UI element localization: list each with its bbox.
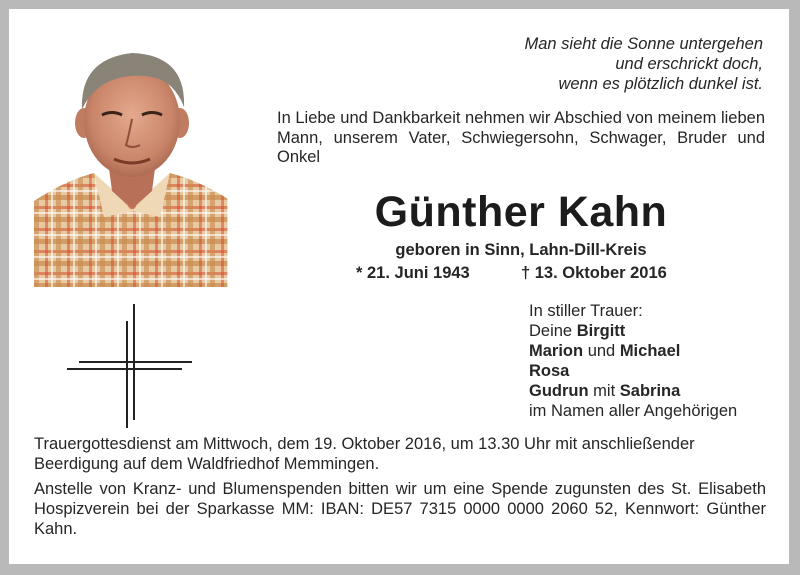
death-date: † 13. Oktober 2016 xyxy=(521,264,667,282)
quote-line-1: Man sieht die Sonne untergehen xyxy=(524,35,763,53)
mourner-line-3 xyxy=(529,361,769,381)
intro-text: In Liebe und Dankbarkeit nehmen wir Abschied von meinem lieben Mann, unserem Vater, Schwiegersohn, Schwager, Bruder und Onkel xyxy=(277,109,765,166)
obituary-card xyxy=(9,9,789,564)
mourner-name: Gudrun xyxy=(529,382,589,400)
mourner-name: Birgitt xyxy=(576,322,626,340)
cross-icon xyxy=(67,304,197,429)
quote xyxy=(429,34,763,94)
mourner-line-4 xyxy=(529,381,769,401)
mourners-header: In stiller Trauer: xyxy=(529,302,643,320)
mourner-name: Marion xyxy=(529,342,584,360)
life-dates xyxy=(356,264,696,283)
mourner-prefix: Deine xyxy=(529,322,573,340)
mourner-name: Michael xyxy=(619,342,681,360)
birthplace: geboren in Sinn, Lahn-Dill-Kreis xyxy=(395,241,647,259)
service-info: Trauergottesdienst am Mittwoch, dem 19. Oktober 2016, um 13.30 Uhr mit anschließender Beerdigung auf dem Waldfriedhof Memmingen. xyxy=(34,435,695,473)
quote-line-2: und erschrickt doch, xyxy=(615,55,763,73)
mourners-footer: im Namen aller Angehörigen xyxy=(529,402,738,420)
mourner-joiner: mit xyxy=(593,382,616,400)
birth-date: * 21. Juni 1943 xyxy=(356,264,470,282)
mourner-name: Sabrina xyxy=(619,382,681,400)
mourner-line-2 xyxy=(529,341,769,361)
deceased-name: Günther Kahn xyxy=(374,188,668,236)
portrait-photo xyxy=(34,41,228,287)
mourner-joiner: und xyxy=(587,342,616,360)
mourners-list xyxy=(529,301,769,421)
quote-line-3: wenn es plötzlich dunkel ist. xyxy=(558,75,763,93)
donation-info: Anstelle von Kranz- und Blumenspenden bitten wir um eine Spende zugunsten des St. Elisabeth Hospizverein bei der Sparkasse MM: IBAN: DE57 7315 0000 0000 2060 52, Kennwort: Günther Kahn. xyxy=(34,480,766,538)
mourner-line-1 xyxy=(529,321,769,341)
mourner-name: Rosa xyxy=(529,362,570,380)
